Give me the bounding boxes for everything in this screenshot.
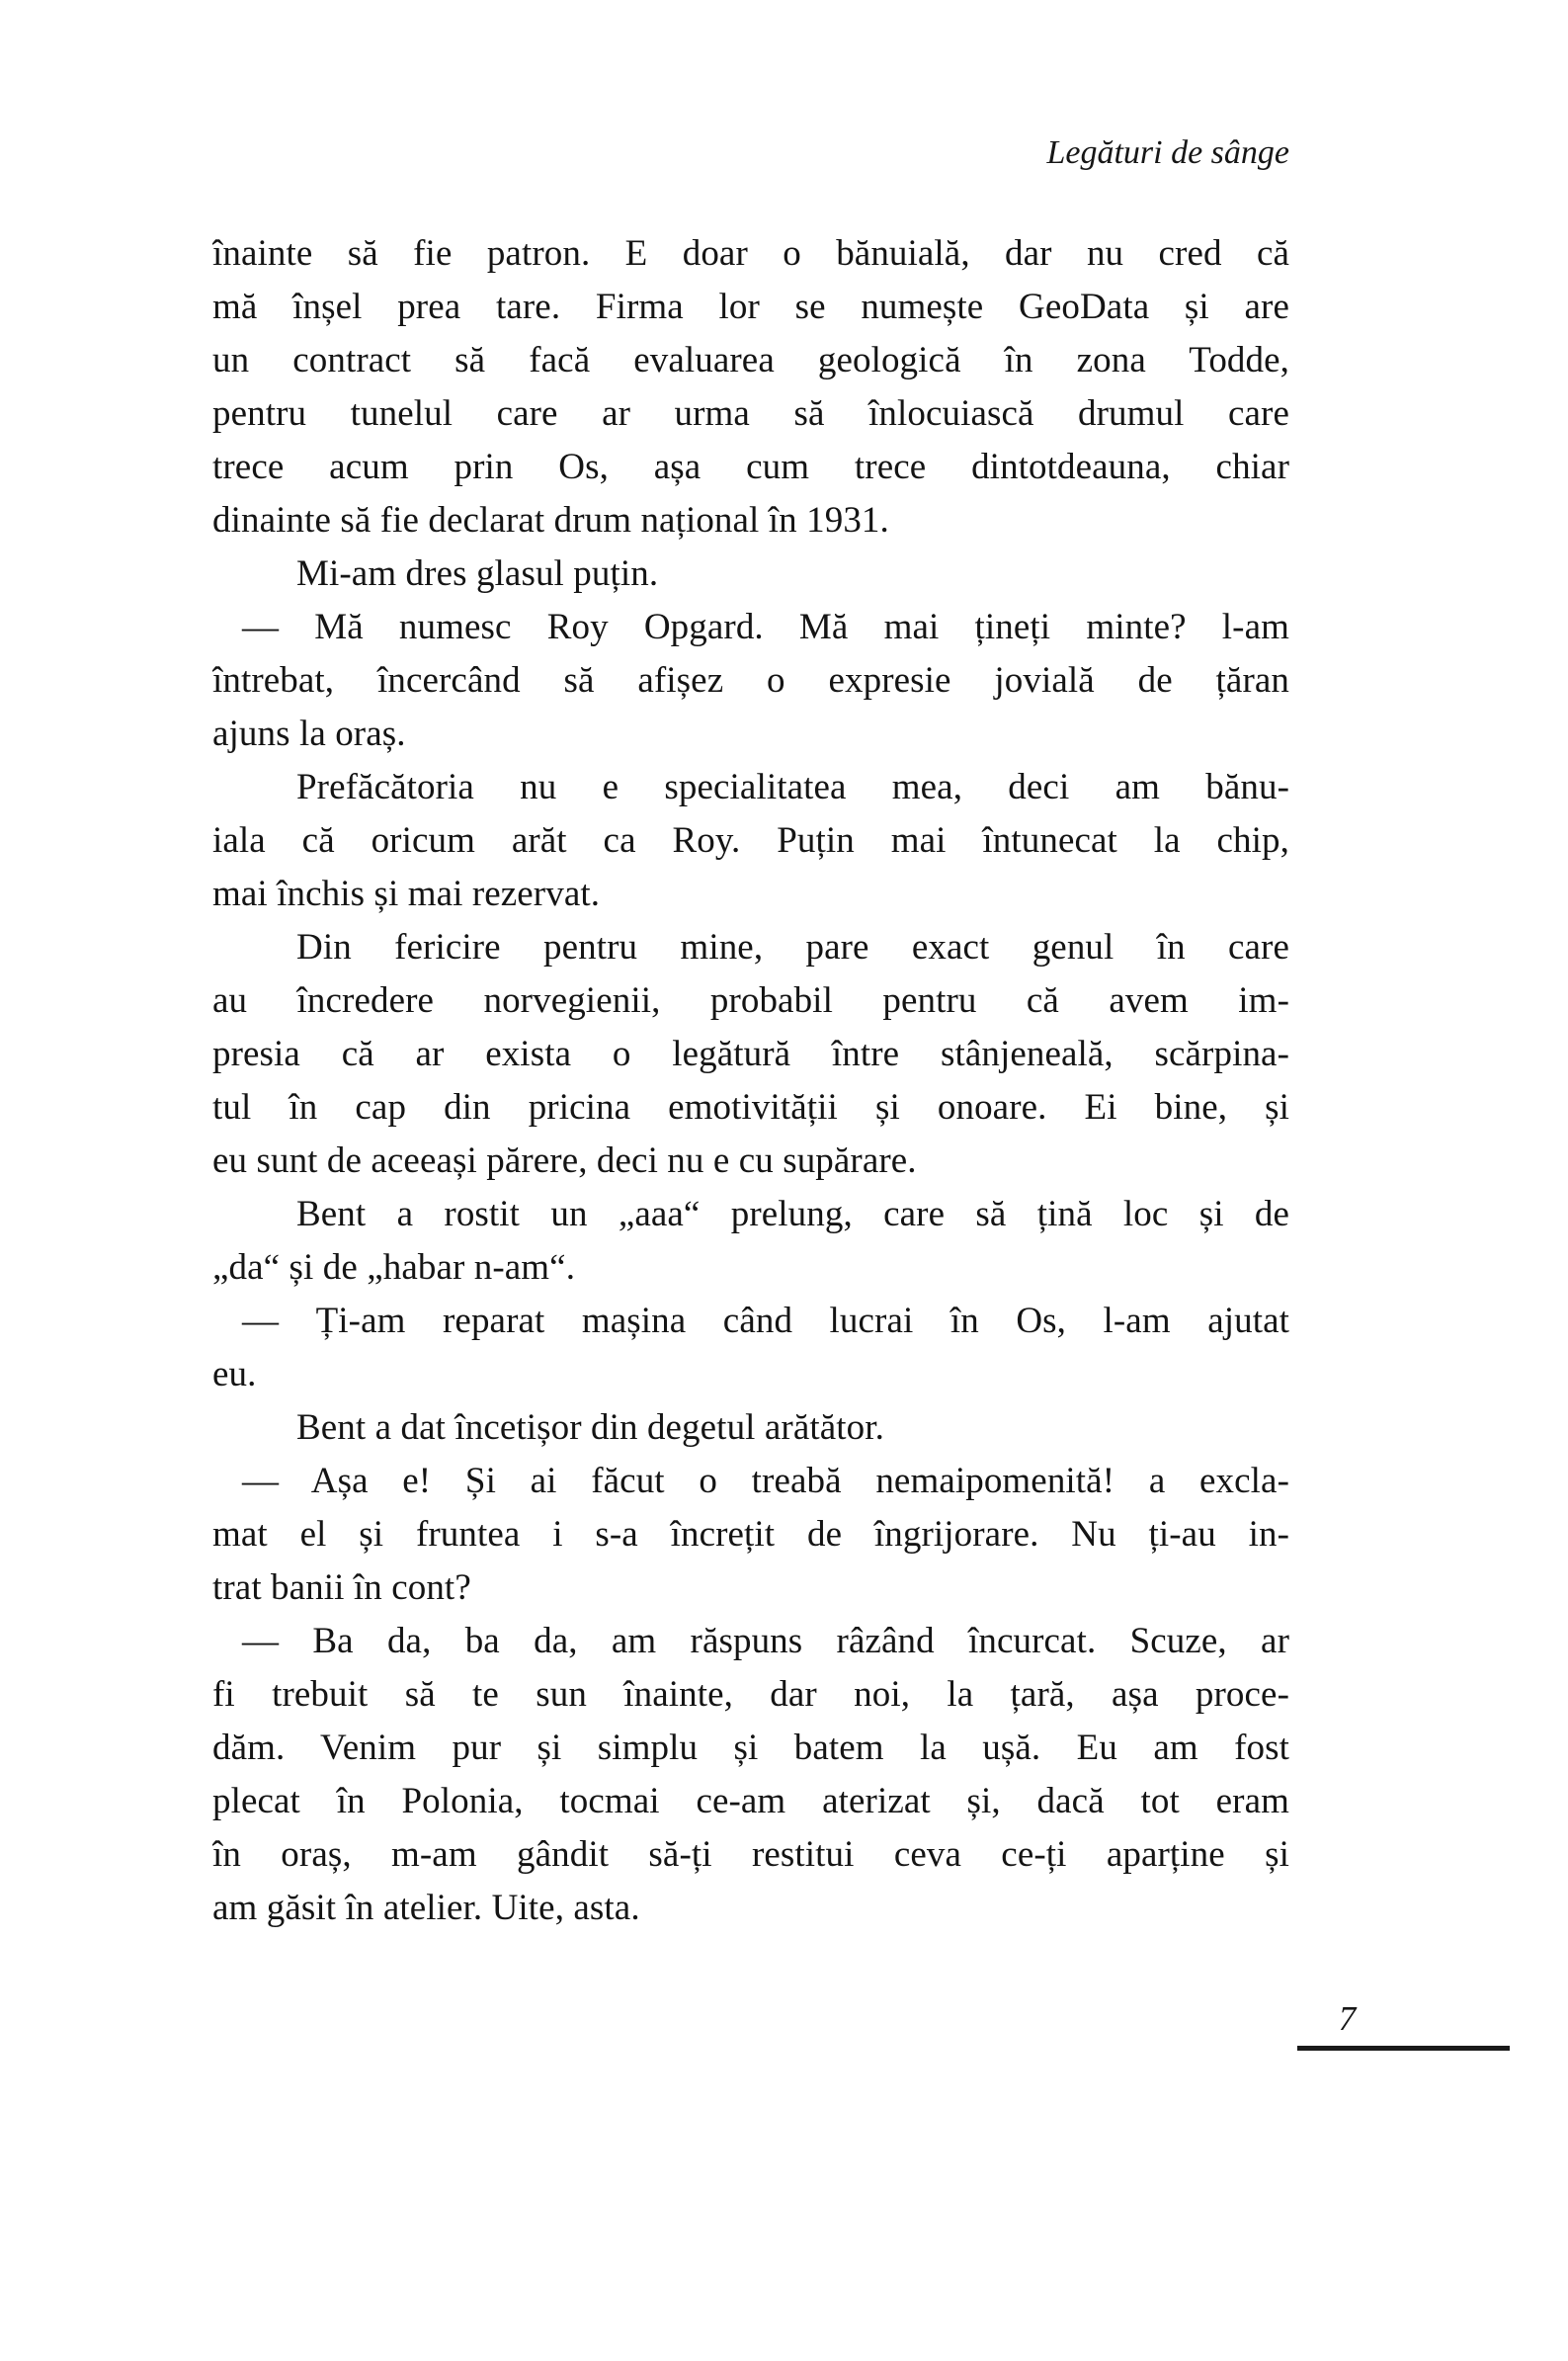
text-line: presia că ar exista o legătură între stânjeneală, scărpina-	[212, 1034, 1289, 1074]
text-line: — Așa e! Și ai făcut o treabă nemaipomenită! a excla-	[242, 1461, 1289, 1501]
text-line: plecat în Polonia, tocmai ce-am aterizat și, dacă tot eram	[212, 1781, 1289, 1821]
text-line: pentru tunelul care ar urma să înlocuiască drumul care	[212, 393, 1289, 434]
text-line: dăm. Venim pur și simplu și batem la ușă. Eu am fost	[212, 1728, 1289, 1768]
footer-rule	[1297, 2046, 1510, 2051]
running-header: Legături de sânge	[1046, 134, 1289, 171]
text-line: eu.	[212, 1354, 257, 1394]
text-line: eu sunt de aceeași părere, deci nu e cu supărare.	[212, 1140, 917, 1181]
text-line: mai închis și mai rezervat.	[212, 874, 601, 914]
text-line: — Ți-am reparat mașina când lucrai în Os, l-am ajutat	[242, 1301, 1289, 1341]
text-line: „da“ și de „habar n-am“.	[212, 1247, 576, 1288]
text-line: Mi-am dres glasul puțin.	[296, 553, 659, 594]
text-line: un contract să facă evaluarea geologică în zona Todde,	[212, 340, 1289, 380]
text-line: iala că oricum arăt ca Roy. Puțin mai întunecat la chip,	[212, 820, 1289, 861]
text-line: Din fericire pentru mine, pare exact genul în care	[296, 927, 1289, 968]
text-line: trat banii în cont?	[212, 1567, 471, 1608]
text-line: Bent a rostit un „aaa“ prelung, care să țină loc și de	[296, 1194, 1289, 1234]
text-line: — Ba da, ba da, am răspuns râzând încurcat. Scuze, ar	[242, 1621, 1289, 1661]
text-line: ajuns la oraș.	[212, 714, 406, 754]
text-line: trece acum prin Os, așa cum trece dintotdeauna, chiar	[212, 447, 1289, 487]
text-line: — Mă numesc Roy Opgard. Mă mai țineți minte? l-am	[242, 607, 1289, 647]
text-line: au încredere norvegienii, probabil pentru că avem im-	[212, 980, 1289, 1021]
text-line: mă înșel prea tare. Firma lor se numește GeoData și are	[212, 287, 1289, 327]
text-block	[212, 227, 1289, 1935]
text-line: tul în cap din pricina emotivității și onoare. Ei bine, și	[212, 1087, 1289, 1128]
text-line: în oraș, m-am gândit să-ți restitui ceva ce-ți aparține și	[212, 1834, 1289, 1875]
text-line: fi trebuit să te sun înainte, dar noi, la țară, așa proce-	[212, 1674, 1289, 1715]
text-line: am găsit în atelier. Uite, asta.	[212, 1888, 640, 1928]
text-line: dinainte să fie declarat drum național în 1931.	[212, 500, 889, 541]
text-line: înainte să fie patron. E doar o bănuială, dar nu cred că	[212, 233, 1289, 274]
page-number: 7	[1338, 1999, 1357, 2038]
text-line: întrebat, încercând să afișez o expresie jovială de țăran	[212, 660, 1289, 701]
text-line: mat el și fruntea i s-a încrețit de îngrijorare. Nu ți-au in-	[212, 1514, 1289, 1555]
text-line: Bent a dat încetișor din degetul arătător.	[296, 1407, 884, 1448]
text-line: Prefăcătoria nu e specialitatea mea, deci am bănu-	[296, 767, 1289, 807]
